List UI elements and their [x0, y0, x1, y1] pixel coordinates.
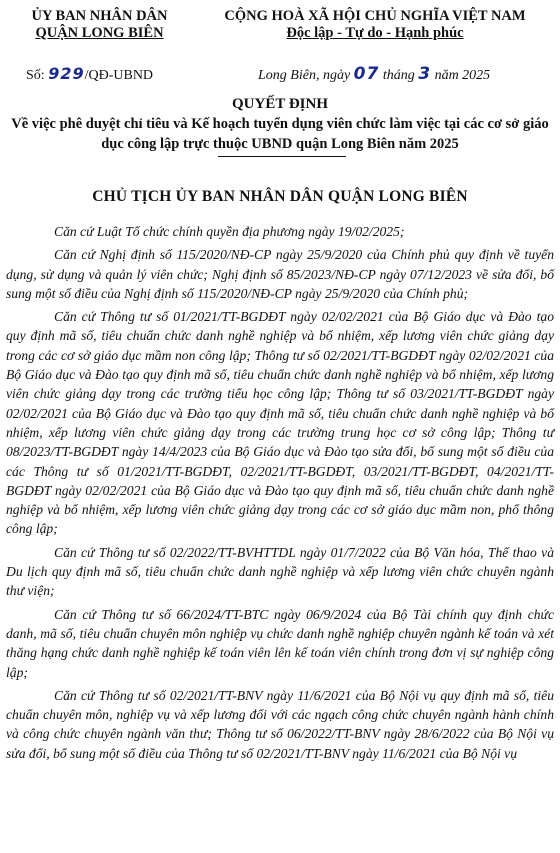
date-prefix: Long Biên, ngày: [258, 68, 351, 83]
issue-date: [258, 64, 490, 84]
date-day-handwritten: 07: [353, 64, 380, 84]
legal-basis-paragraph: Căn cứ Nghị định số 115/2020/NĐ-CP ngày 25/9/2020 của Chính phủ quy định về tuyển dụng, sử dụng và quản lý viên chức; Nghị định số 85/2023/NĐ-CP ngày 07/12/2023 về sửa đổi, bổ sung một số điều của Nghị định số 115/2020/NĐ-CP ngày 25/9/2020 của Chính phủ;: [6, 247, 554, 301]
doc-number-handwritten: 929: [48, 64, 85, 83]
national-motto-header: [196, 8, 554, 42]
issuing-authority: CHỦ TỊCH ỦY BAN NHÂN DÂN QUẬN LONG BIÊN: [92, 188, 468, 205]
document-number: [26, 64, 153, 84]
document-title: QUYẾT ĐỊNH: [232, 96, 328, 112]
agency-line-2: QUẬN LONG BIÊN: [35, 25, 164, 41]
doc-number-prefix: Số:: [26, 68, 45, 83]
country-name: CỘNG HOÀ XÃ HỘI CHỦ NGHĨA VIỆT NAM: [224, 8, 526, 24]
date-year: năm 2025: [434, 68, 491, 83]
legal-basis-paragraph: Căn cứ Thông tư số 01/2021/TT-BGDĐT ngày 02/02/2021 của Bộ Giáo dục và Đào tạo quy định mã số, tiêu chuẩn chức danh nghề nghiệp và bổ nhiệm, xếp lương viên chức giảng dạy trong các cơ sở giáo dục mầm non công lập; Thông tư số 02/2021/TT-BGDĐT ngày 02/02/2021 của Bộ Giáo dục và Đào tạo quy định mã số, tiêu chuẩn chức danh nghề nghiệp và bổ nhiệm, xếp lương viên chức giảng dạy trong các trường tiểu học công lập; Thông tư số 03/2021/TT-BGDĐT ngày 02/02/2021 của Bộ Giáo dục và Đào tạo quy định mã số, tiêu chuẩn chức danh nghề nghiệp và bổ nhiệm, xếp lương viên chức giảng dạy trong các trường trung học cơ sở công lập; Thông tư 08/2023/TT-BGDĐT ngày 14/4/2023 của Bộ Giáo dục và Đào tạo sửa đổi, bổ sung một số điều của các Thông tư số 01/2021/TT-BGDĐT, 02/2021/TT-BGDĐT, 03/2021/TT-BGDĐT, 04/2021/TT-BGDĐT ngày 02/02/2021 của Bộ Giáo dục và Đào tạo quy định mã số, tiêu chuẩn chức danh nghề nghiệp và bổ nhiệm, xếp lương viên chức giảng dạy trong các cơ sở giáo dục mầm non, phổ thông công lập;: [6, 309, 554, 537]
date-month-label: tháng: [382, 68, 415, 83]
date-month-handwritten: 3: [418, 64, 432, 84]
legal-basis-paragraph: Căn cứ Thông tư số 02/2022/TT-BVHTTDL ngày 01/7/2022 của Bộ Văn hóa, Thể thao và Du lịch quy định mã số, tiêu chuẩn chức danh nghề nghiệp và xếp lương viên chức chuyên ngành thư viện;: [6, 544, 554, 599]
document-subtitle: Về việc phê duyệt chỉ tiêu và Kế hoạch tuyển dụng viên chức làm việc tại các cơ sở giáo dục công lập trực thuộc UBND quận Long Biên năm 2025: [11, 116, 549, 152]
legal-basis-paragraph: Căn cứ Thông tư số 02/2021/TT-BNV ngày 11/6/2021 của Bộ Nội vụ quy định mã số, tiêu chuẩn chuyên môn, nghiệp vụ và xếp lương đối với các ngạch công chức chuyên ngành hành chính và công chức chuyên ngành văn thư; Thông tư số 06/2022/TT-BNV ngày 28/6/2022 của Bộ Nội vụ sửa đổi, bổ sung một số điều của Thông tư số 02/2021/TT-BNV ngày 11/6/2021 của Bộ Nội vụ: [6, 687, 554, 761]
national-motto: Độc lập - Tự do - Hạnh phúc: [286, 25, 464, 41]
subtitle-underline: [218, 156, 346, 157]
issuing-agency-header: [12, 8, 187, 42]
legal-basis-body: [6, 222, 554, 767]
doc-number-suffix: /QĐ-UBND: [84, 68, 154, 83]
agency-line-1: ỦY BAN NHÂN DÂN: [31, 8, 168, 24]
legal-basis-paragraph: Căn cứ Luật Tổ chức chính quyền địa phương ngày 19/02/2025;: [54, 224, 405, 239]
legal-basis-paragraph: Căn cứ Thông tư số 66/2024/TT-BTC ngày 06/9/2024 của Bộ Tài chính quy định chức danh, mã số, tiêu chuẩn chuyên môn nghiệp vụ chức danh nghề nghiệp chuyên ngành kế toán và xét thăng hạng chức danh nghề nghiệp kế toán viên lên kế toán viên chính trong đơn vị sự nghiệp công lập;: [6, 606, 554, 680]
